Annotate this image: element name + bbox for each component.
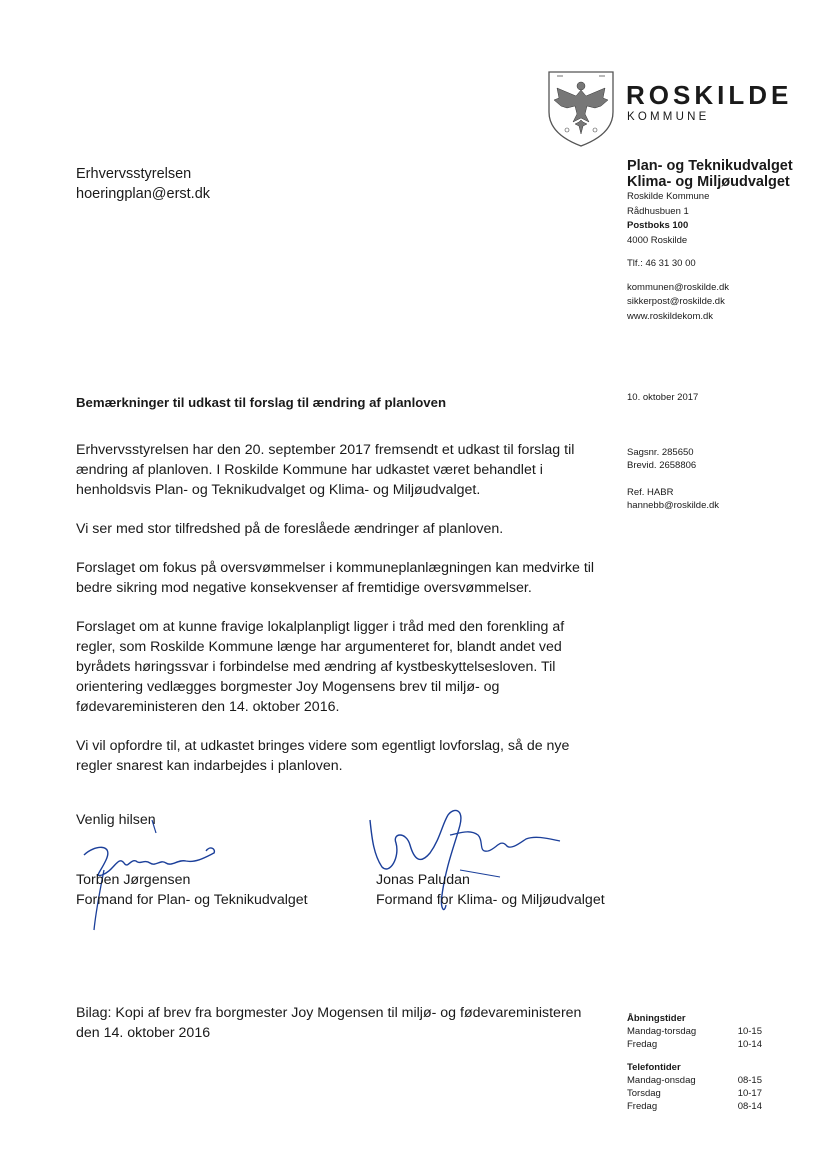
body-paragraph-1: Erhvervsstyrelsen har den 20. september 2017 fremsendt et udkast til forslag til ændring af planloven. I Roskilde Kommune har udkastet været behandlet i henholdsvis Plan- og Teknikudvalget og Klima- og Miljøudvalget. (76, 442, 575, 498)
phone-hours-title: Telefontider (627, 1062, 681, 1073)
recipient-email: hoeringplan@erst.dk (76, 186, 211, 202)
recipient-name: Erhvervsstyrelsen (76, 166, 192, 182)
opening-hours-row: Fredag 10-14 (627, 1039, 762, 1050)
phone-hours-row: Torsdag 10-17 (627, 1088, 762, 1099)
brand-subtitle: KOMMUNE (627, 111, 710, 123)
sender-org: Roskilde Kommune (627, 191, 710, 202)
body-paragraph-3: Forslaget om fokus på oversvømmelser i kommuneplanlægningen kan medvirke til bedre sikring mod negative konsekvenser af fremtidige oversvømmelser. (76, 560, 595, 596)
letter-date: 10. oktober 2017 (627, 392, 699, 403)
case-references (627, 446, 719, 512)
sender-city: 4000 Roskilde (627, 234, 688, 246)
signatory-2-name: Jonas Paludan (376, 872, 470, 888)
brand-name: ROSKILDE (626, 80, 793, 110)
closing-greeting: Venlig hilsen (76, 812, 156, 828)
roskilde-coat-of-arms-logo (545, 68, 617, 148)
letter-id: Brevid. 2658806 (627, 460, 697, 471)
signatory-1-title: Formand for Plan- og Teknikudvalget (76, 892, 308, 908)
attachment-note: Bilag: Kopi af brev fra borgmester Joy Mogensen til miljø- og fødevareministeren den 14. oktober 2016 (76, 1005, 582, 1041)
signatory-1-name: Torben Jørgensen (76, 872, 191, 888)
body-paragraph-5: Vi vil opfordre til, at udkastet bringes videre som egentligt lovforslag, så de nye regler snarest kan indarbejdes i planloven. (76, 738, 570, 774)
phone-hours-row: Fredag 08-14 (627, 1101, 762, 1112)
letter-subject: Bemærkninger til udkast til forslag til ændring af planloven (76, 395, 447, 410)
sender-email-1: kommunen@roskilde.dk (627, 281, 730, 293)
signatory-2-title: Formand for Klima- og Miljøudvalget (376, 892, 605, 908)
opening-hours-row: Mandag-torsdag 10-15 (627, 1026, 762, 1037)
body-paragraph-4: Forslaget om at kunne fravige lokalplanpligt ligger i tråd med den forenkling af regler, som Roskilde Kommune længe har argumenteret for, blandt andet ved byrådets høringssvar i forbindelse med ændring af kystbeskyttelsesloven. Til orientering vedlægges borgmester Joy Mogensens brev til miljø- og fødevareministeren den 14. oktober 2016. (76, 619, 565, 715)
sender-dept-2: Klima- og Miljøudvalget (627, 174, 790, 190)
sender-phone: Tlf.: 46 31 30 00 (627, 258, 696, 269)
opening-hours-title: Åbningstider (627, 1013, 686, 1024)
sender-email-2: sikkerpost@roskilde.dk (627, 296, 725, 307)
sender-dept-1: Plan- og Teknikudvalget (627, 158, 793, 174)
sender-website: www.roskildekom.dk (627, 310, 714, 322)
signatory-2 (376, 870, 605, 910)
recipient-address (76, 164, 210, 204)
letter-body (76, 440, 606, 795)
signatory-1 (76, 870, 308, 910)
reference-initials: Ref. HABR (627, 487, 674, 498)
sender-street: Rådhusbuen 1 (627, 205, 689, 217)
body-paragraph-2: Vi ser med stor tilfredshed på de foreslåede ændringer af planloven. (76, 521, 504, 537)
case-number: Sagsnr. 285650 (627, 447, 694, 458)
reference-email: hannebb@roskilde.dk (627, 500, 720, 511)
office-hours (627, 1012, 762, 1113)
phone-hours-row: Mandag-onsdag 08-15 (627, 1075, 762, 1086)
sender-pobox: Postboks 100 (627, 220, 689, 231)
sender-block (627, 158, 817, 324)
